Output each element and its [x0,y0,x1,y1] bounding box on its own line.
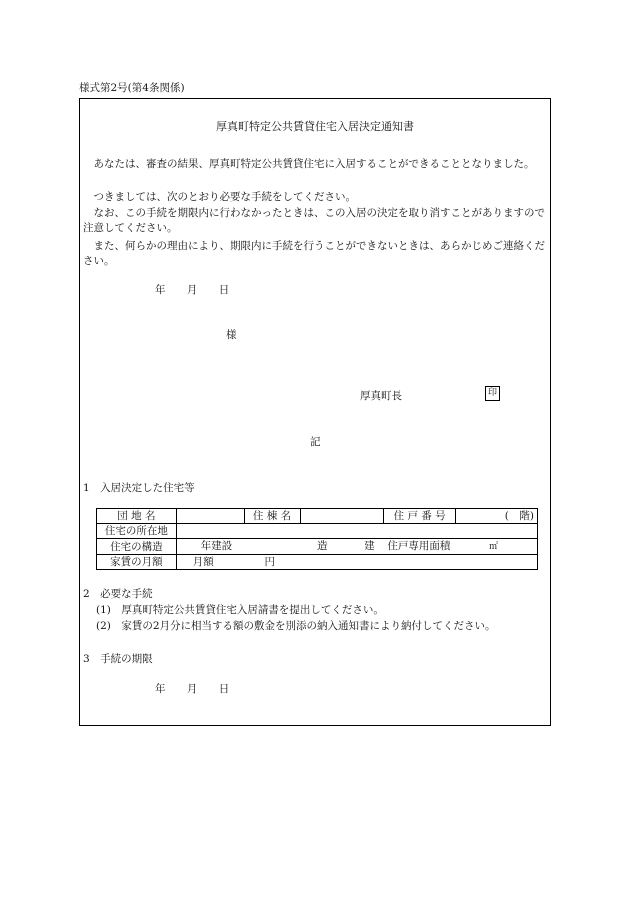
housing-info-table [96,508,538,570]
paragraph-procedure-text: つきましては、次のとおり必要な手続をしてください。 [93,191,356,203]
deadline-date-year: 年 [155,683,166,695]
deadline-date [155,681,229,696]
yen-label: 円 [264,556,275,568]
ki-heading: 記 [310,436,321,448]
area-label: 住戸専用面積 [387,540,451,552]
sender-name: 厚真町長 [360,390,402,402]
issue-date-month: 月 [186,284,198,296]
deadline-date-month: 月 [186,683,198,695]
danchi-label: 団 地 名 [97,509,177,524]
section2-heading: 2 必要な手続 [83,588,153,600]
ken-label: 建 [364,540,375,552]
table-row [97,539,538,555]
paragraph-contact [83,239,551,269]
floor-label: ( 階) [456,509,538,524]
structure-label: 住宅の構造 [97,539,177,555]
table-row [97,555,538,570]
procedure-item-1: (1) 厚真町特定公共賃貸住宅入居請書を提出してください。 [96,604,384,616]
area-unit: ㎡ [489,542,499,552]
rent-label: 家賃の月額 [97,555,177,570]
tou-label: 住 棟 名 [244,509,300,524]
issue-date-year: 年 [155,284,166,296]
paragraph-notice-text: あなたは、審査の結果、厚真町特定公共賃貸住宅に入居することができることとなりました。 [93,158,535,170]
procedure-item-2: (2) 家賃の2月分に相当する額の敷金を別添の納入通知書により納付してください。 [96,620,496,632]
location-value [176,524,537,539]
deadline-date-day: 日 [218,683,230,695]
paragraph-deadline-warning-text: なお、この手続を期限内に行わなかったときは、この入居の決定を取り消すことがありますので注意してください。 [83,207,545,234]
kono-label: 住 戸 番 号 [384,509,456,524]
rent-value [176,555,537,570]
form-number: 様式第2号(第4条関係) [79,82,185,94]
paragraph-deadline-warning [83,206,551,236]
paragraph-contact-text: また、何らかの理由により、期限内に手続を行うことができないときは、あらかじめご連絡ください。 [83,240,545,267]
structure-value [176,539,537,555]
section3-heading: 3 手続の期限 [83,653,153,665]
table-row [97,509,538,524]
section1-heading: 1 入居決定した住宅等 [83,482,195,494]
issue-date-day: 日 [218,284,230,296]
addressee-suffix: 様 [226,329,237,341]
paragraph-notice [83,157,551,172]
document-title: 厚真町特定公共賃貸住宅入居決定通知書 [216,120,414,133]
danchi-value [176,509,244,524]
monthly-label: 月額 [192,556,214,568]
tou-value [300,509,384,524]
issue-date [155,282,229,297]
table-row [97,524,538,539]
zou-label: 造 [316,540,328,552]
location-label: 住宅の所在地 [97,524,177,539]
year-built-label: 年建設 [200,540,233,552]
seal-stamp: 印 [485,386,500,401]
paragraph-procedure [83,190,551,205]
